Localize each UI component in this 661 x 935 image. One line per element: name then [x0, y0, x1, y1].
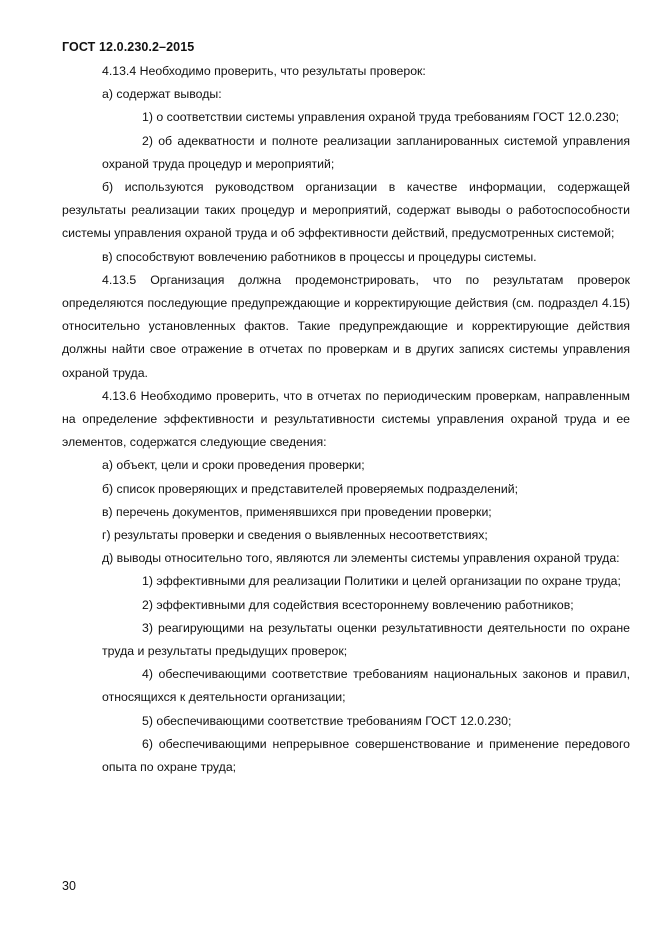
paragraph: в) способствуют вовлечению работников в процессы и процедуры системы.	[102, 249, 537, 264]
paragraph: 5) обеспечивающими соответствие требованиям ГОСТ 12.0.230;	[142, 713, 512, 728]
paragraph: 4.13.4 Необходимо проверить, что результаты проверок:	[102, 64, 426, 78]
paragraph: 3) реагирующими на результаты оценки результативности деятельности по охране труда и результаты предыдущих проверок;	[102, 620, 630, 659]
paragraph: в) перечень документов, применявшихся при проведении проверки;	[102, 504, 492, 519]
paragraph: б) список проверяющих и представителей проверяемых подразделений;	[102, 481, 518, 496]
paragraph: б) используются руководством организации в качестве информации, содержащей результаты реализации таких процедур и мероприятий, содержат выводы о работоспособности системы управления охраной труда и об эффективности действий, предусмотренных системой;	[62, 180, 630, 241]
page-number: 30	[62, 879, 76, 893]
paragraph: г) результаты проверки и сведения о выявленных несоответствиях;	[102, 528, 488, 543]
paragraph: 6) обеспечивающими непрерывное совершенствование и применение передового опыта по охране труда;	[102, 736, 630, 775]
paragraph: 2) эффективными для содействия всестороннему вовлечению работников;	[142, 597, 574, 612]
paragraph: 2) об адекватности и полноте реализации запланированных системой управления охраной труда процедур и мероприятий;	[102, 133, 630, 171]
paragraph: 1) эффективными для реализации Политики и целей организации по охране труда;	[142, 574, 621, 589]
paragraph: 4.13.6 Необходимо проверить, что в отчетах по периодическим проверкам, направленным на определение эффективности и результативности системы управления охраной труда и ее элементов, содержатся следующие сведения:	[62, 388, 630, 450]
document-code-header: ГОСТ 12.0.230.2–2015	[62, 40, 195, 54]
paragraph: а) содержат выводы:	[102, 87, 222, 102]
paragraph: 4) обеспечивающими соответствие требованиям национальных законов и правил, относящихся к деятельности организации;	[102, 667, 630, 705]
document-body	[62, 60, 630, 779]
paragraph: д) выводы относительно того, являются ли элементы системы управления охраной труда:	[102, 551, 620, 566]
paragraph: 4.13.5 Организация должна продемонстрировать, что по результатам проверок определяются последующие предупреждающие и корректирующие действия (см. подраздел 4.15) относительно установленных фактов. Такие предупреждающие и корректирующие действия должны найти свое отражение в отчетах по проверкам и в других записях системы управления охраной труда.	[62, 272, 630, 380]
paragraph: а) объект, цели и сроки проведения проверки;	[102, 458, 365, 473]
paragraph: 1) о соответствии системы управления охраной труда требованиям ГОСТ 12.0.230;	[142, 110, 620, 125]
